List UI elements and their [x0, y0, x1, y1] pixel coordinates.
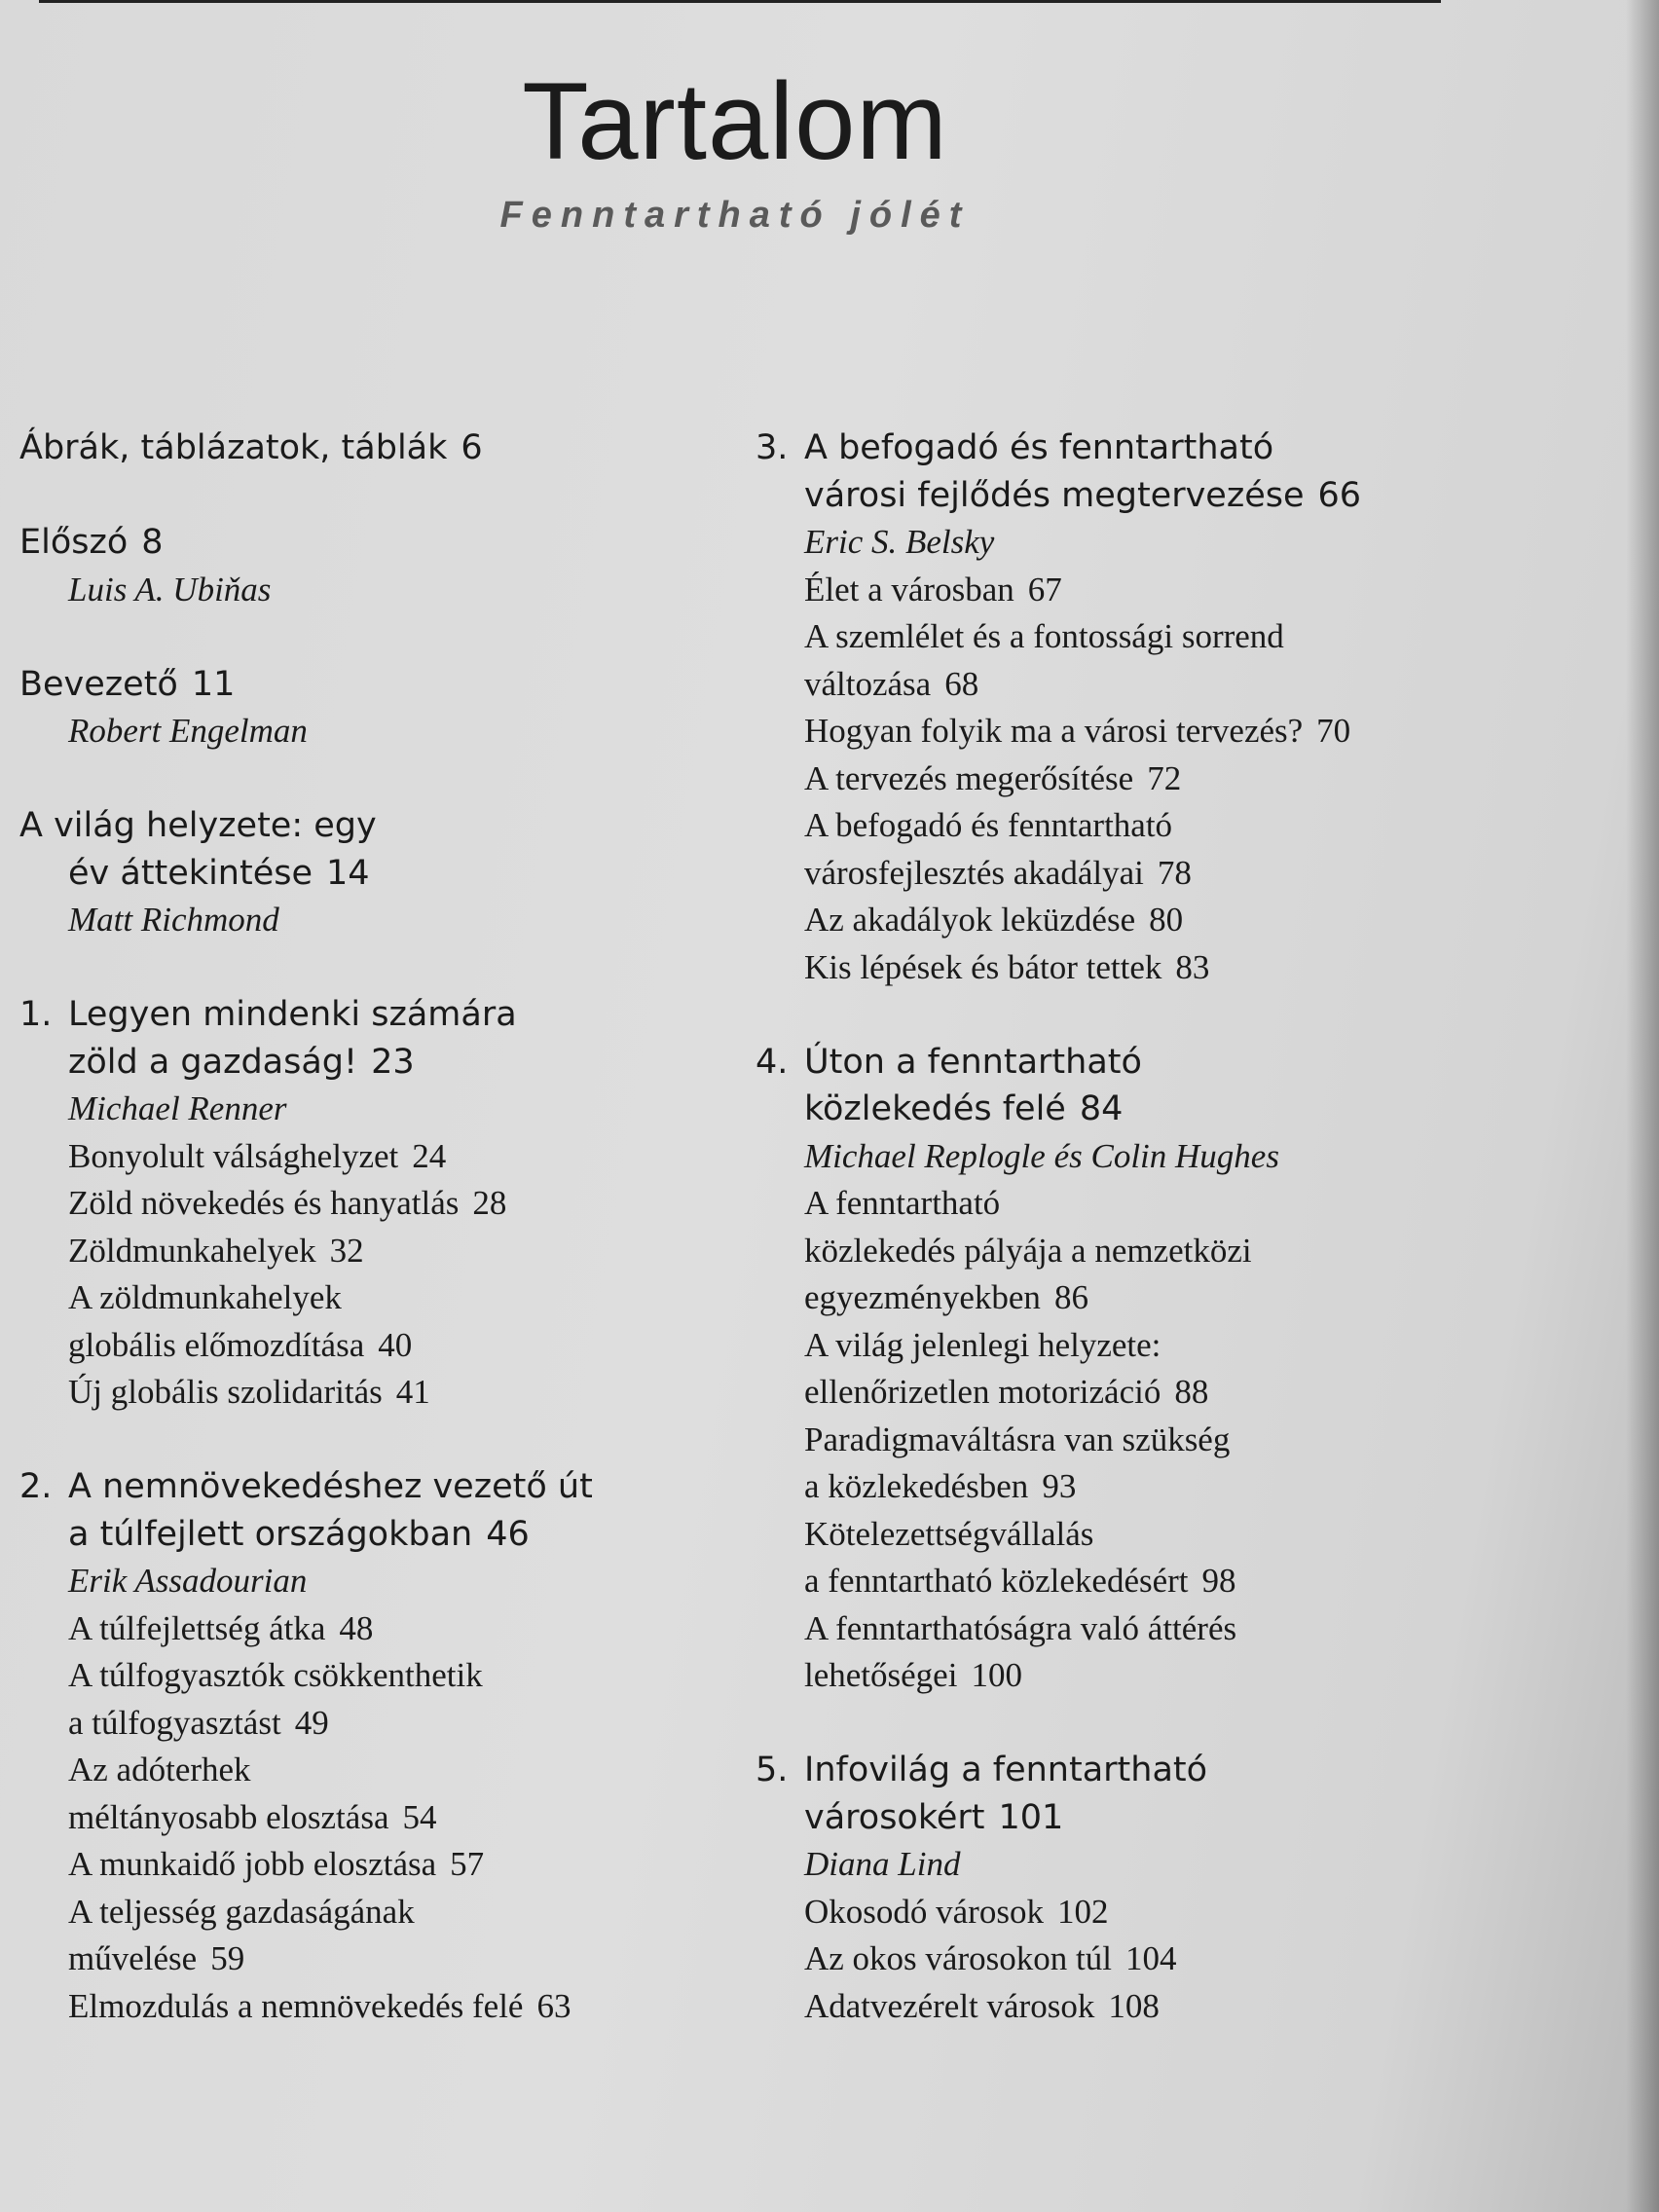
toc-entry	[19, 1463, 720, 2030]
toc-entry	[19, 661, 720, 756]
toc-subentry	[19, 1652, 720, 1700]
toc-author	[19, 567, 720, 614]
page-number: 88	[1174, 1373, 1209, 1411]
entry-gap	[756, 991, 1476, 1039]
toc-subentry	[756, 802, 1476, 850]
toc-text: Okosodó városok	[804, 1892, 1044, 1931]
toc-text: Ábrák, táblázatok, táblák	[19, 428, 448, 467]
toc-subentry	[19, 1228, 720, 1275]
toc-text: Michael Replogle és Colin Hughes	[804, 1136, 1279, 1175]
toc-subentry	[19, 1369, 720, 1417]
chapter-number: 3.	[756, 428, 789, 467]
toc-author	[19, 897, 720, 944]
toc-text: Előszó	[19, 523, 129, 562]
toc-text: közlekedés pályája a nemzetközi	[804, 1231, 1252, 1270]
toc-subentry	[756, 1511, 1476, 1559]
toc-text: közlekedés felé	[804, 1089, 1066, 1128]
toc-entry	[756, 424, 1476, 991]
toc-text: A tervezés megerősítése	[804, 758, 1134, 797]
toc-entry	[19, 424, 720, 472]
toc-text: Zöld növekedés és hanyatlás	[68, 1184, 460, 1222]
toc-text: A zöldmunkahelyek	[68, 1278, 342, 1316]
toc-text: városi fejlődés megtervezése	[804, 475, 1305, 515]
toc-subentry	[19, 1700, 720, 1748]
toc-text: A világ helyzete: egy	[19, 806, 377, 845]
toc-text: Az okos városokon túl	[804, 1939, 1112, 1977]
toc-subentry	[756, 944, 1476, 992]
toc-subentry	[756, 1417, 1476, 1464]
toc-subentry	[756, 1369, 1476, 1417]
page-number: 24	[412, 1136, 447, 1175]
toc-text: Élet a városban	[804, 570, 1014, 608]
toc-heading-line	[756, 1794, 1476, 1842]
toc-subentry	[19, 1983, 720, 2031]
toc-subentry	[19, 1889, 720, 1936]
toc-heading-line	[756, 424, 1476, 472]
toc-subentry	[756, 1463, 1476, 1511]
toc-subentry	[756, 1652, 1476, 1700]
toc-heading-line	[19, 519, 720, 567]
page-number: 11	[191, 664, 236, 704]
page-number: 23	[371, 1042, 415, 1082]
page-number: 6	[461, 428, 483, 467]
toc-text: globális előmozdítása	[68, 1325, 365, 1364]
entry-gap	[19, 756, 720, 803]
toc-heading-line	[19, 424, 720, 472]
toc-text: méltányosabb elosztása	[68, 1797, 389, 1836]
page-number: 57	[450, 1845, 485, 1883]
page-subtitle: Fenntartható jólét	[499, 195, 971, 236]
toc-heading-line	[19, 850, 720, 898]
toc-text: A túlfejlettség átka	[68, 1608, 326, 1647]
toc-heading-line	[756, 1039, 1476, 1087]
toc-text: egyezményekben	[804, 1278, 1041, 1316]
toc-text: Kis lépések és bátor tettek	[804, 947, 1162, 986]
toc-subentry	[756, 1228, 1476, 1275]
toc-subentry	[19, 1180, 720, 1228]
toc-text: lehetőségei	[804, 1656, 958, 1694]
toc-text: Úton a fenntartható	[804, 1042, 1142, 1082]
toc-subentry	[756, 1274, 1476, 1322]
page-number: 70	[1316, 712, 1351, 750]
toc-text: Robert Engelman	[68, 712, 308, 750]
toc-subentry	[756, 897, 1476, 944]
toc-text: változása	[804, 664, 932, 703]
page-number: 83	[1175, 947, 1210, 986]
toc-subentry	[756, 1889, 1476, 1936]
toc-text: Paradigmaváltásra van szükség	[804, 1419, 1231, 1458]
toc-text: A befogadó és fenntartható	[804, 428, 1274, 467]
page-number: 66	[1317, 475, 1362, 515]
page-number: 48	[339, 1608, 374, 1647]
page-number: 40	[378, 1325, 413, 1364]
toc-entry	[19, 519, 720, 613]
page-number: 72	[1147, 758, 1182, 797]
toc-text: A fenntartható	[804, 1184, 1001, 1222]
toc-author	[756, 1841, 1476, 1889]
toc-heading-line	[756, 1747, 1476, 1794]
entry-gap	[19, 944, 720, 992]
toc-text: Bevezető	[19, 664, 178, 704]
toc-subentry	[19, 1274, 720, 1322]
toc-text: ellenőrizetlen motorizáció	[804, 1373, 1161, 1411]
toc-subentry	[756, 1605, 1476, 1653]
toc-text: A nemnövekedéshez vezető út	[68, 1467, 593, 1506]
page-number: 32	[329, 1231, 364, 1270]
toc-subentry	[756, 708, 1476, 756]
entry-gap	[19, 472, 720, 520]
chapter-number: 1.	[19, 995, 53, 1034]
toc-text: A szemlélet és a fontossági sorrend	[804, 617, 1284, 655]
entry-gap	[19, 613, 720, 661]
page-number: 101	[998, 1797, 1064, 1837]
toc-text: év áttekintése	[68, 853, 313, 893]
page-number: 63	[536, 1986, 571, 2025]
entry-gap	[756, 1700, 1476, 1748]
toc-text: A befogadó és fenntartható	[804, 806, 1173, 844]
page-number: 49	[294, 1703, 329, 1742]
toc-text: a túlfejlett országokban	[68, 1514, 473, 1554]
page-number: 108	[1108, 1986, 1160, 2025]
toc-text: A túlfogyasztók csökkenthetik	[68, 1656, 483, 1694]
toc-heading-line	[756, 472, 1476, 520]
chapter-number: 5.	[756, 1751, 789, 1789]
toc-entry	[19, 802, 720, 944]
toc-text: a közlekedésben	[804, 1467, 1029, 1505]
toc-text: A világ jelenlegi helyzete:	[804, 1325, 1161, 1364]
toc-subentry	[756, 1558, 1476, 1605]
toc-author	[19, 708, 720, 756]
toc-text: zöld a gazdaság!	[68, 1042, 358, 1082]
toc-author	[756, 519, 1476, 567]
toc-heading-line	[19, 661, 720, 709]
page-number: 68	[944, 664, 979, 703]
page-number: 14	[326, 853, 370, 893]
page-number: 84	[1079, 1089, 1124, 1128]
toc-text: Diana Lind	[804, 1845, 961, 1883]
toc-heading-line	[756, 1086, 1476, 1133]
toc-subentry	[19, 1747, 720, 1794]
toc-text: Luis A. Ubiňas	[68, 570, 272, 608]
page-number: 78	[1157, 853, 1192, 892]
toc-subentry	[756, 661, 1476, 709]
toc-text: Az akadályok leküzdése	[804, 901, 1136, 939]
page-number: 93	[1042, 1467, 1077, 1505]
page-number: 98	[1201, 1562, 1236, 1600]
book-spine-shadow	[1626, 0, 1659, 2212]
toc-subentry	[19, 1936, 720, 1983]
toc-subentry	[756, 850, 1476, 898]
page-number: 100	[971, 1656, 1022, 1694]
page-number: 86	[1053, 1278, 1088, 1316]
toc-entry	[756, 1747, 1476, 2030]
toc-text: Adatvezérelt városok	[804, 1986, 1095, 2025]
page-number: 41	[395, 1373, 430, 1411]
toc-heading-line	[19, 802, 720, 850]
toc-text: A fenntarthatóságra való áttérés	[804, 1608, 1237, 1647]
toc-heading-line	[19, 1511, 720, 1559]
toc-subentry	[756, 1180, 1476, 1228]
toc-text: Zöldmunkahelyek	[68, 1231, 316, 1270]
toc-author	[19, 1086, 720, 1133]
toc-text: Erik Assadourian	[68, 1562, 308, 1600]
page-number: 54	[402, 1797, 437, 1836]
toc-text: Matt Richmond	[68, 901, 279, 939]
toc-subentry	[19, 1841, 720, 1889]
toc-heading-line	[19, 991, 720, 1039]
toc-author	[19, 1558, 720, 1605]
page-title: Tartalom	[522, 60, 948, 182]
toc-entry	[19, 991, 720, 1417]
toc-text: a túlfogyasztást	[68, 1703, 281, 1742]
toc-text: Kötelezettségvállalás	[804, 1514, 1094, 1553]
chapter-number: 2.	[19, 1467, 53, 1506]
page-number: 46	[486, 1514, 530, 1554]
toc-heading-line	[19, 1463, 720, 1511]
page-number: 59	[210, 1939, 245, 1977]
toc-text: Bonyolult válsághelyzet	[68, 1136, 399, 1175]
toc-text: Hogyan folyik ma a városi tervezés?	[804, 712, 1304, 750]
toc-subentry	[756, 613, 1476, 661]
toc-entry	[756, 1039, 1476, 1700]
page-number: 104	[1124, 1939, 1177, 1977]
toc-heading-line	[19, 1039, 720, 1087]
entry-gap	[19, 1417, 720, 1464]
toc-text: művelése	[68, 1939, 198, 1977]
toc-column-right	[756, 424, 1476, 2030]
toc-subentry	[19, 1133, 720, 1181]
page-number: 28	[472, 1184, 507, 1222]
chapter-number: 4.	[756, 1042, 789, 1082]
toc-text: A teljesség gazdaságának	[68, 1892, 415, 1931]
toc-column-left	[19, 424, 720, 2030]
page-number: 8	[141, 523, 164, 562]
toc-text: városokért	[804, 1797, 985, 1837]
toc-text: Eric S. Belsky	[804, 523, 995, 561]
toc-text: Michael Renner	[68, 1089, 287, 1127]
toc-author	[756, 1133, 1476, 1181]
toc-text: a fenntartható közlekedésért	[804, 1562, 1189, 1600]
toc-subentry	[756, 1322, 1476, 1370]
page-number: 80	[1149, 901, 1184, 939]
toc-text: Új globális szolidaritás	[68, 1373, 383, 1411]
toc-subentry	[19, 1794, 720, 1842]
toc-text: Az adóterhek	[68, 1751, 251, 1788]
page-number: 67	[1027, 570, 1062, 608]
toc-subentry	[756, 567, 1476, 614]
toc-subentry	[756, 756, 1476, 803]
toc-text: A munkaidő jobb elosztása	[68, 1845, 437, 1883]
page-number: 102	[1056, 1892, 1109, 1931]
toc-text: városfejlesztés akadályai	[804, 853, 1144, 892]
toc-text: Elmozdulás a nemnövekedés felé	[68, 1986, 524, 2025]
toc-subentry	[756, 1936, 1476, 1983]
toc-subentry	[756, 1983, 1476, 2031]
toc-text: Infovilág a fenntartható	[804, 1751, 1208, 1789]
toc-subentry	[19, 1322, 720, 1370]
toc-text: Legyen mindenki számára	[68, 995, 517, 1034]
top-rule	[39, 0, 1441, 3]
toc-subentry	[19, 1605, 720, 1653]
